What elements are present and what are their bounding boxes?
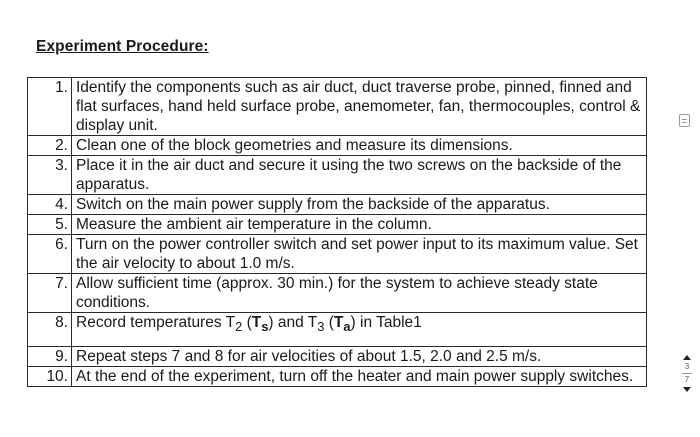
step-text: Repeat steps 7 and 8 for air velocities of about 1.5, 2.0 and 2.5 m/s. xyxy=(72,347,647,367)
page-divider xyxy=(682,373,692,374)
procedure-table xyxy=(27,77,647,387)
document-lines-icon[interactable] xyxy=(679,114,690,127)
table-row xyxy=(28,274,647,313)
step-text: Clean one of the block geometries and measure its dimensions. xyxy=(72,136,647,156)
step-text-part: ) in Table1 xyxy=(350,314,422,331)
step-text-part: ( xyxy=(242,314,252,331)
step-text xyxy=(72,313,647,347)
step-number: 5. xyxy=(28,215,72,235)
table-row xyxy=(28,78,647,136)
subscript xyxy=(343,319,350,334)
page-heading: Experiment Procedure: xyxy=(36,38,209,55)
table-row xyxy=(28,136,647,156)
table-row xyxy=(28,215,647,235)
step-text-part: ) and T xyxy=(268,314,318,331)
table-row xyxy=(28,367,647,387)
step-number: 7. xyxy=(28,274,72,313)
step-number: 8. xyxy=(28,313,72,347)
total-pages: 7 xyxy=(684,375,690,384)
step-text-part: ( xyxy=(324,314,334,331)
subscript: 2 xyxy=(235,319,243,335)
step-text: Place it in the air duct and secure it using the two screws on the backside of the apparatus. xyxy=(72,156,647,195)
step-number: 4. xyxy=(28,195,72,215)
table-row xyxy=(28,347,647,367)
table-row xyxy=(28,156,647,195)
step-text: Turn on the power controller switch and set power input to its maximum value. Set the air velocity to about 1.0 m/s. xyxy=(72,235,647,274)
step-text: Switch on the main power supply from the backside of the apparatus. xyxy=(72,195,647,215)
triangle-up-icon[interactable] xyxy=(683,355,691,360)
table-row xyxy=(28,195,647,215)
step-number: 1. xyxy=(28,78,72,136)
symbol: T xyxy=(333,314,344,331)
step-number: 10. xyxy=(28,367,72,387)
step-text: Identify the components such as air duct, duct traverse probe, pinned, finned and flat surfaces, hand held surface probe, anemometer, fan, thermocouples, control & display unit. xyxy=(72,78,647,136)
current-page: 3 xyxy=(684,362,690,371)
page-navigator xyxy=(679,355,695,392)
symbol: s xyxy=(261,319,269,335)
step-number: 3. xyxy=(28,156,72,195)
step-text: Measure the ambient air temperature in the column. xyxy=(72,215,647,235)
subscript: 3 xyxy=(317,319,325,335)
step-number: 2. xyxy=(28,136,72,156)
step-text: Allow sufficient time (approx. 30 min.) for the system to achieve steady state conditions. xyxy=(72,274,647,313)
step-text-part: Record temperatures T xyxy=(76,314,236,331)
symbol: a xyxy=(343,319,351,335)
table-row xyxy=(28,235,647,274)
step-number: 9. xyxy=(28,347,72,367)
step-text: At the end of the experiment, turn off the heater and main power supply switches. xyxy=(72,367,647,387)
step-number: 6. xyxy=(28,235,72,274)
triangle-down-icon[interactable] xyxy=(683,387,691,392)
table-row xyxy=(28,313,647,347)
symbol: T xyxy=(251,314,262,331)
